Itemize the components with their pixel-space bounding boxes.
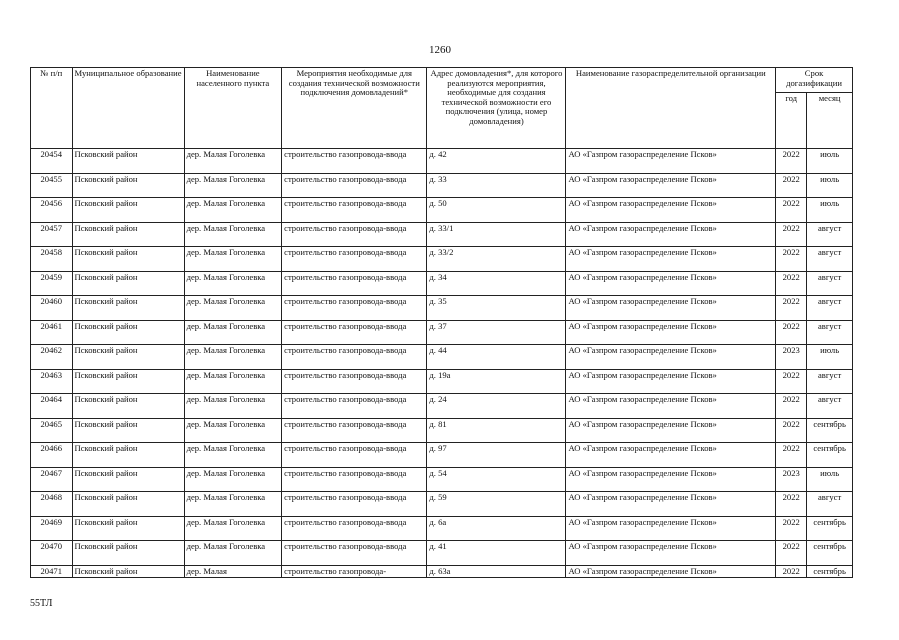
cell-settlement: дер. Малая Гоголевка [184, 198, 282, 223]
cell-municipality: Псковский район [72, 320, 184, 345]
table-row [31, 541, 853, 566]
header-address: Адрес домовладения*, для которого реализуются мероприятия, необходимые для создания технической возможности его подключения (улица, номер домовладения) [427, 68, 566, 149]
cell-num: 20464 [31, 394, 73, 419]
cell-month: август [807, 222, 853, 247]
cell-works: строительство газопровода-ввода [282, 418, 427, 443]
cell-month: август [807, 320, 853, 345]
cell-org: АО «Газпром газораспределение Псков» [566, 541, 776, 566]
cell-municipality: Псковский район [72, 467, 184, 492]
cell-month: сентябрь [807, 418, 853, 443]
cell-works: строительство газопровода-ввода [282, 394, 427, 419]
cell-month: сентябрь [807, 443, 853, 468]
cell-settlement: дер. Малая Гоголевка [184, 516, 282, 541]
table-header [31, 68, 853, 149]
cell-municipality: Псковский район [72, 516, 184, 541]
cell-org: АО «Газпром газораспределение Псков» [566, 198, 776, 223]
cell-month: июль [807, 149, 853, 174]
cell-address: д. 44 [427, 345, 566, 370]
cell-num: 20471 [31, 565, 73, 578]
cell-settlement: дер. Малая Гоголевка [184, 222, 282, 247]
table-row [31, 149, 853, 174]
cell-month: июль [807, 198, 853, 223]
cell-num: 20470 [31, 541, 73, 566]
cell-municipality: Псковский район [72, 369, 184, 394]
cell-works: строительство газопровода-ввода [282, 222, 427, 247]
header-org: Наименование газораспределительной организации [566, 68, 776, 149]
header-settlement: Наименование населенного пункта [184, 68, 282, 149]
cell-year: 2022 [776, 394, 807, 419]
cell-address: д. 41 [427, 541, 566, 566]
cell-address: д. 97 [427, 443, 566, 468]
cell-address: д. 37 [427, 320, 566, 345]
cell-works: строительство газопровода-ввода [282, 541, 427, 566]
table-row [31, 492, 853, 517]
cell-address: д. 54 [427, 467, 566, 492]
cell-municipality: Псковский район [72, 394, 184, 419]
cell-works: строительство газопровода-ввода [282, 296, 427, 321]
cell-settlement: дер. Малая Гоголевка [184, 418, 282, 443]
table-row [31, 418, 853, 443]
cell-works: строительство газопровода-ввода [282, 198, 427, 223]
header-num: № п/п [31, 68, 73, 149]
cell-address: д. 33/1 [427, 222, 566, 247]
cell-org: АО «Газпром газораспределение Псков» [566, 443, 776, 468]
cell-address: д. 63а [427, 565, 566, 578]
cell-address: д. 33/2 [427, 247, 566, 272]
cell-works: строительство газопровода-ввода [282, 149, 427, 174]
cell-year: 2022 [776, 492, 807, 517]
cell-year: 2022 [776, 369, 807, 394]
cell-num: 20467 [31, 467, 73, 492]
cell-year: 2022 [776, 247, 807, 272]
cell-municipality: Псковский район [72, 173, 184, 198]
cell-org: АО «Газпром газораспределение Псков» [566, 369, 776, 394]
table-row [31, 345, 853, 370]
table-row [31, 516, 853, 541]
table-row [31, 565, 853, 578]
cell-org: АО «Газпром газораспределение Псков» [566, 173, 776, 198]
cell-num: 20462 [31, 345, 73, 370]
cell-num: 20460 [31, 296, 73, 321]
cell-year: 2022 [776, 418, 807, 443]
table-row [31, 369, 853, 394]
cell-num: 20454 [31, 149, 73, 174]
cell-settlement: дер. Малая Гоголевка [184, 320, 282, 345]
cell-month: август [807, 369, 853, 394]
cell-year: 2023 [776, 467, 807, 492]
cell-works: строительство газопровода-ввода [282, 443, 427, 468]
cell-settlement: дер. Малая Гоголевка [184, 345, 282, 370]
cell-year: 2022 [776, 149, 807, 174]
cell-settlement: дер. Малая Гоголевка [184, 173, 282, 198]
cell-year: 2022 [776, 271, 807, 296]
cell-address: д. 24 [427, 394, 566, 419]
header-works: Мероприятия необходимые для создания технической возможности подключения домовладений* [282, 68, 427, 149]
table-row [31, 467, 853, 492]
cell-num: 20459 [31, 271, 73, 296]
cell-org: АО «Газпром газораспределение Псков» [566, 467, 776, 492]
cell-org: АО «Газпром газораспределение Псков» [566, 394, 776, 419]
cell-address: д. 59 [427, 492, 566, 517]
cell-address: д. 34 [427, 271, 566, 296]
cell-settlement: дер. Малая Гоголевка [184, 149, 282, 174]
cell-year: 2023 [776, 345, 807, 370]
cell-year: 2022 [776, 565, 807, 578]
cell-num: 20469 [31, 516, 73, 541]
cell-year: 2022 [776, 173, 807, 198]
header-deadline: Срок догазификации [776, 68, 853, 93]
cell-month: сентябрь [807, 541, 853, 566]
table-row [31, 320, 853, 345]
cell-works: строительство газопровода-ввода [282, 345, 427, 370]
cell-num: 20461 [31, 320, 73, 345]
cell-month: июль [807, 467, 853, 492]
table-row [31, 443, 853, 468]
cell-works: строительство газопровода-ввода [282, 247, 427, 272]
cell-month: август [807, 492, 853, 517]
cell-num: 20457 [31, 222, 73, 247]
page-number: 1260 [429, 44, 451, 56]
cell-org: АО «Газпром газораспределение Псков» [566, 149, 776, 174]
cell-municipality: Псковский район [72, 198, 184, 223]
cell-num: 20465 [31, 418, 73, 443]
table-row [31, 247, 853, 272]
cell-municipality: Псковский район [72, 443, 184, 468]
cell-year: 2022 [776, 541, 807, 566]
cell-num: 20468 [31, 492, 73, 517]
cell-month: сентябрь [807, 565, 853, 578]
cell-works: строительство газопровода-ввода [282, 492, 427, 517]
cell-municipality: Псковский район [72, 222, 184, 247]
table-row [31, 173, 853, 198]
cell-municipality: Псковский район [72, 565, 184, 578]
cell-year: 2022 [776, 296, 807, 321]
cell-num: 20463 [31, 369, 73, 394]
cell-settlement: дер. Малая [184, 565, 282, 578]
cell-works: строительство газопровода- [282, 565, 427, 578]
cell-month: август [807, 247, 853, 272]
cell-works: строительство газопровода-ввода [282, 467, 427, 492]
cell-org: АО «Газпром газораспределение Псков» [566, 418, 776, 443]
cell-settlement: дер. Малая Гоголевка [184, 296, 282, 321]
cell-settlement: дер. Малая Гоголевка [184, 541, 282, 566]
cell-municipality: Псковский район [72, 149, 184, 174]
cell-month: август [807, 394, 853, 419]
cell-org: АО «Газпром газораспределение Псков» [566, 247, 776, 272]
cell-address: д. 33 [427, 173, 566, 198]
cell-org: АО «Газпром газораспределение Псков» [566, 296, 776, 321]
cell-num: 20456 [31, 198, 73, 223]
cell-settlement: дер. Малая Гоголевка [184, 369, 282, 394]
table-row [31, 394, 853, 419]
cell-year: 2022 [776, 222, 807, 247]
cell-municipality: Псковский район [72, 296, 184, 321]
cell-municipality: Псковский район [72, 492, 184, 517]
cell-address: д. 19а [427, 369, 566, 394]
header-municipality: Муниципальное образование [72, 68, 184, 149]
cell-year: 2022 [776, 198, 807, 223]
cell-num: 20455 [31, 173, 73, 198]
header-month: месяц [807, 93, 853, 149]
table-row [31, 198, 853, 223]
cell-org: АО «Газпром газораспределение Псков» [566, 565, 776, 578]
table-row [31, 271, 853, 296]
cell-org: АО «Газпром газораспределение Псков» [566, 320, 776, 345]
cell-org: АО «Газпром газораспределение Псков» [566, 492, 776, 517]
cell-year: 2022 [776, 516, 807, 541]
cell-month: август [807, 296, 853, 321]
cell-works: строительство газопровода-ввода [282, 320, 427, 345]
cell-settlement: дер. Малая Гоголевка [184, 443, 282, 468]
cell-settlement: дер. Малая Гоголевка [184, 271, 282, 296]
document-code: 55ТЛ [30, 598, 53, 609]
table-row [31, 296, 853, 321]
cell-works: строительство газопровода-ввода [282, 271, 427, 296]
cell-address: д. 81 [427, 418, 566, 443]
cell-municipality: Псковский район [72, 345, 184, 370]
cell-municipality: Псковский район [72, 271, 184, 296]
cell-num: 20466 [31, 443, 73, 468]
cell-num: 20458 [31, 247, 73, 272]
cell-month: сентябрь [807, 516, 853, 541]
header-year: год [776, 93, 807, 149]
cell-org: АО «Газпром газораспределение Псков» [566, 516, 776, 541]
cell-address: д. 35 [427, 296, 566, 321]
cell-address: д. 50 [427, 198, 566, 223]
cell-month: июль [807, 345, 853, 370]
cell-year: 2022 [776, 320, 807, 345]
cell-org: АО «Газпром газораспределение Псков» [566, 222, 776, 247]
gasification-table [30, 67, 853, 578]
cell-month: август [807, 271, 853, 296]
cell-org: АО «Газпром газораспределение Псков» [566, 271, 776, 296]
table-row [31, 222, 853, 247]
cell-settlement: дер. Малая Гоголевка [184, 467, 282, 492]
cell-year: 2022 [776, 443, 807, 468]
cell-settlement: дер. Малая Гоголевка [184, 492, 282, 517]
cell-address: д. 6а [427, 516, 566, 541]
cell-address: д. 42 [427, 149, 566, 174]
cell-settlement: дер. Малая Гоголевка [184, 247, 282, 272]
cell-works: строительство газопровода-ввода [282, 516, 427, 541]
cell-settlement: дер. Малая Гоголевка [184, 394, 282, 419]
cell-month: июль [807, 173, 853, 198]
cell-municipality: Псковский район [72, 541, 184, 566]
cell-org: АО «Газпром газораспределение Псков» [566, 345, 776, 370]
cell-municipality: Псковский район [72, 418, 184, 443]
table-body [31, 149, 853, 578]
cell-works: строительство газопровода-ввода [282, 369, 427, 394]
cell-works: строительство газопровода-ввода [282, 173, 427, 198]
cell-municipality: Псковский район [72, 247, 184, 272]
